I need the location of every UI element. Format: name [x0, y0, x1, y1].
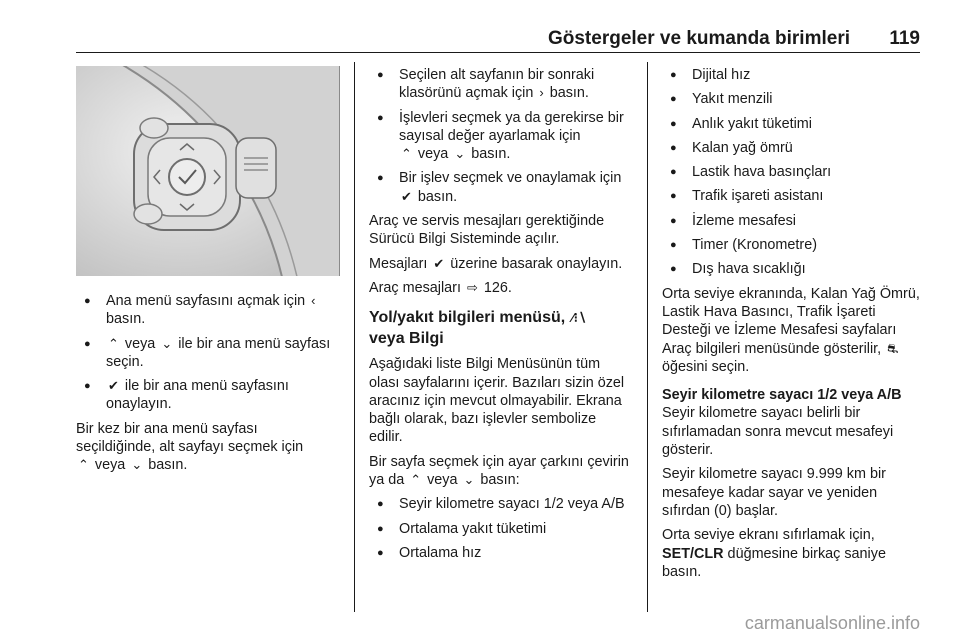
- list-item: ● Anlık yakıt tüketimi: [662, 115, 926, 133]
- list-item: ● Dijital hız: [662, 66, 926, 84]
- paragraph: Bir sayfa seçmek için ayar çarkını çevirin ya da ⌃ veya ⌄ basın:: [369, 453, 629, 489]
- watermark: carmanualsonline.info: [744, 613, 920, 633]
- paragraph: Aşağıdaki liste Bilgi Menüsünün tüm olası sayfalarını içerir. Bazıları sizin özel aracınız için mevcut olmayabilir. Ekrana bağlı olarak, bazı işlevler sembolize edilir.: [369, 356, 625, 446]
- paragraph: Araç ve servis mesajları gerektiğinde Sürücü Bilgi Sisteminde açılır.: [369, 213, 605, 248]
- check-icon: ✔: [433, 255, 445, 271]
- list-item: ● Timer (Kronometre): [662, 236, 926, 254]
- list-item: ● Dış hava sıcaklığı: [662, 260, 926, 278]
- reference-arrow-icon: ⇨: [466, 279, 478, 295]
- list-item: ● ✔ ile bir ana menü sayfasını onaylayın.: [76, 377, 340, 414]
- column-2: [369, 66, 633, 568]
- chevron-up-icon: ⌃: [108, 335, 119, 351]
- list-item: ● Lastik hava basınçları: [662, 163, 926, 181]
- chevron-up-icon: ⌃: [78, 457, 89, 473]
- steering-wheel-controls-illustration: [76, 66, 340, 276]
- paragraph: Seyir kilometre sayacı 9.999 km bir mesafeye kadar sayar ve yeniden sıfırdan (0) başlar.: [662, 466, 886, 519]
- column-1: [76, 66, 340, 481]
- list-item: ● Ana menü sayfasını açmak için ‹ basın.: [76, 292, 340, 329]
- list-item: ● Trafik işareti asistanı: [662, 187, 926, 205]
- paragraph: Orta seviye ekranı sıfırlamak için, SET/CLR düğmesine birkaç saniye basın.: [662, 527, 886, 580]
- check-icon: ✔: [401, 188, 412, 204]
- column-divider: [354, 62, 355, 612]
- chevron-down-icon: ⌄: [131, 457, 143, 473]
- car-icon: ⛐: [887, 340, 899, 356]
- list-item: ● İzleme mesafesi: [662, 212, 926, 230]
- header-rule: [76, 52, 920, 53]
- chevron-up-icon: ⌃: [410, 472, 422, 488]
- page-header: [0, 0, 960, 58]
- page-title: Göstergeler ve kumanda birimleri: [547, 28, 850, 49]
- list-item: ● Kalan yağ ömrü: [662, 139, 926, 157]
- check-icon: ✔: [108, 378, 119, 394]
- chevron-up-icon: ⌃: [401, 146, 412, 162]
- list-item: ● Seyir kilometre sayacı 1/2 veya A/B: [369, 495, 633, 513]
- page-number: 119: [889, 28, 920, 49]
- column-3: [662, 66, 926, 587]
- chevron-down-icon: ⌄: [454, 146, 466, 162]
- chevron-down-icon: ⌄: [463, 472, 475, 488]
- paragraph: Bir kez bir ana menü sayfası seçildiğinde, alt sayfayı seçmek için ⌃ veya ⌄ basın.: [76, 420, 304, 474]
- cross-reference: Araç mesajları ⇨ 126.: [369, 279, 512, 296]
- paragraph: Mesajları ✔ üzerine basarak onaylayın.: [369, 255, 623, 272]
- list-item: ● Ortalama yakıt tüketimi: [369, 520, 633, 538]
- chevron-left-icon: ‹: [311, 293, 316, 308]
- road-icon: ⁄⁝∖: [571, 310, 587, 326]
- list-item: ● Ortalama hız: [369, 544, 633, 562]
- paragraph: Orta seviye ekranında, Kalan Yağ Ömrü, Lastik Hava Basıncı, Trafik İşareti Desteği ve İzleme Mesafesi sayfaları Araç bilgileri menüsünde gösterilir, ⛐ öğesini seçin.: [662, 285, 920, 375]
- list-item: ● ⌃ veya ⌄ ile bir ana menü sayfası seçin.: [76, 335, 340, 372]
- column-divider: [647, 62, 648, 612]
- chevron-down-icon: ⌄: [161, 335, 173, 351]
- chevron-right-icon: ›: [539, 85, 544, 101]
- paragraph: Seyir kilometre sayacı belirli bir sıfırlamadan sonra mevcut mesafeyi gösterir.: [662, 405, 894, 459]
- list-item: ● Yakıt menzili: [662, 90, 926, 108]
- list-item: ● Seçilen alt sayfanın bir sonraki klasörünü açmak için › basın.: [369, 66, 633, 103]
- subheading: Seyir kilometre sayacı 1/2 veya A/B: [662, 387, 902, 404]
- section-heading: Yol/yakıt bilgileri menüsü, ⁄⁝∖ veya Bilgi: [369, 309, 587, 348]
- list-item: ● Bir işlev seçmek ve onaylamak için ✔ basın.: [369, 169, 633, 206]
- list-item: ● İşlevleri seçmek ya da gerekirse bir sayısal değer ayarlamak için ⌃ veya ⌄ basın.: [369, 109, 633, 164]
